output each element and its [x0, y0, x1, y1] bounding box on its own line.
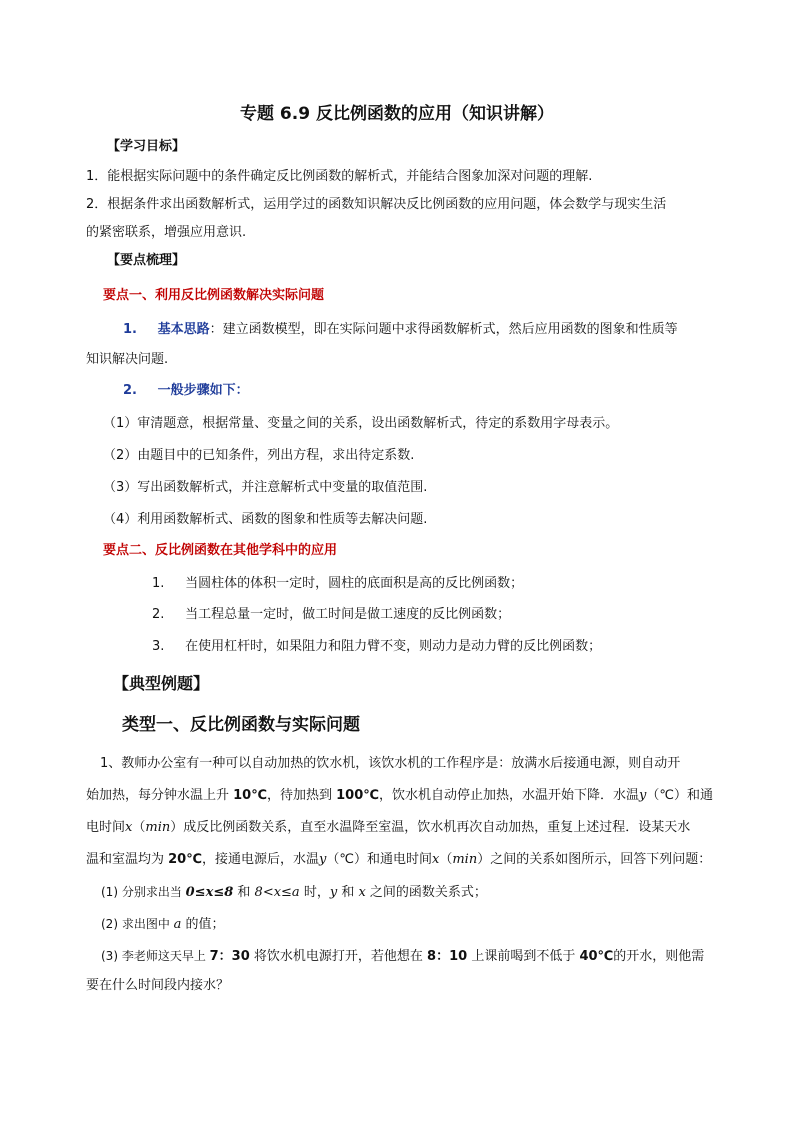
- point2-item-number: 1.: [152, 576, 165, 591]
- unit-min: min: [145, 820, 171, 835]
- goal-2-cont: 的紧密联系，增强应用意识.: [86, 225, 247, 240]
- point2-item-3: [152, 637, 601, 657]
- point1-step1: [123, 320, 678, 340]
- unit-min: min: [452, 852, 478, 867]
- step2-label: 一般步骤如下：: [157, 383, 249, 398]
- variable-x: x: [125, 820, 133, 835]
- points-heading: 【要点梳理】: [107, 253, 186, 268]
- text-span: （℃）和通: [646, 788, 713, 803]
- question-1: [101, 882, 487, 903]
- step-item-1: （1）审清题意，根据常量、变量之间的关系，设出函数解析式，待定的系数用字母表示。: [103, 416, 619, 431]
- variable-y: y: [319, 852, 327, 867]
- point2-heading: 要点二、反比例函数在其他学科中的应用: [103, 543, 338, 558]
- problem-line-4: [86, 850, 711, 870]
- type1-heading: 类型一、反比例函数与实际问题: [122, 715, 360, 735]
- text-span: 将饮水机电源打开，若他想在: [249, 949, 428, 964]
- point2-item-number: 2.: [152, 607, 165, 622]
- text-span: 的值；: [181, 917, 225, 932]
- point2-item-number: 3.: [152, 639, 165, 654]
- text-span: 始加热，每分钟水温上升: [86, 788, 234, 803]
- question-2: [101, 914, 225, 935]
- text-span: 时，: [299, 885, 330, 900]
- goal-1: 1．能根据实际问题中的条件确定反比例函数的解析式，并能结合图象加深对问题的理解.: [86, 169, 593, 184]
- text-span: （: [439, 852, 453, 867]
- step2-number: 2.: [123, 383, 137, 398]
- point1-step1-cont: 知识解决问题.: [86, 352, 169, 367]
- problem-line-1: 1、教师办公室有一种可以自动加热的饮水机，该饮水机的工作程序是：放满水后接通电源，则自动开: [100, 756, 681, 771]
- examples-heading: 【典型例题】: [113, 674, 210, 693]
- value-span: 20℃: [168, 852, 202, 867]
- text-span: ，待加热到: [266, 788, 337, 803]
- text-span: (1) 分别求出当: [101, 885, 186, 899]
- step1-number: 1.: [123, 322, 137, 337]
- text-span: 上课前喝到不低于: [467, 949, 580, 964]
- point2-item-2: [152, 605, 510, 625]
- goals-heading: 【学习目标】: [107, 139, 186, 154]
- step-item-4: （4）利用函数解析式、函数的图象和性质等去解决问题.: [103, 512, 428, 527]
- time-value: 7：30: [209, 949, 250, 964]
- time-value: 8：10: [427, 949, 468, 964]
- goal-2: 2．根据条件求出函数解析式，运用学过的函数知识解决反比例函数的应用问题，体会数学与现实生活: [86, 197, 667, 212]
- text-span: 电时间: [86, 820, 126, 835]
- variable-y: y: [329, 885, 338, 900]
- variable-a: a: [173, 917, 182, 932]
- question-3: [101, 946, 704, 967]
- step1-label: 基本思路: [157, 322, 210, 337]
- text-span: (3) 李老师这天早上: [101, 949, 210, 963]
- problem-line-2: [86, 786, 713, 806]
- math-span: 8<x≤a: [254, 885, 300, 900]
- problem-line-3: [86, 818, 690, 838]
- text-span: (2) 求出图中: [101, 917, 174, 931]
- value-span: 40℃: [579, 949, 614, 964]
- text-span: 温和室温均为: [86, 852, 169, 867]
- question-3-cont: 要在什么时间段内接水？: [86, 978, 230, 993]
- step1-text: ：建立函数模型，即在实际问题中求得函数解析式，然后应用函数的图象和性质等: [209, 322, 678, 337]
- variable-y: y: [639, 788, 647, 803]
- point1-heading: 要点一、利用反比例函数解决实际问题: [103, 288, 325, 303]
- variable-x: x: [358, 885, 366, 900]
- text-span: （℃）和通电时间: [326, 852, 432, 867]
- point2-item-1: [152, 574, 523, 594]
- value-span: 100℃: [336, 788, 380, 803]
- math-span: 0≤x≤8: [185, 885, 234, 900]
- page-title: 专题 6.9 反比例函数的应用（知识讲解）: [240, 104, 554, 124]
- text-span: 和: [337, 885, 359, 900]
- point1-step2: [123, 381, 249, 401]
- text-span: 的开水，则他需: [613, 949, 705, 964]
- variable-x: x: [431, 852, 440, 867]
- step-item-2: （2）由题目中的已知条件，列出方程，求出待定系数.: [103, 448, 415, 463]
- step-item-3: （3）写出函数解析式，并注意解析式中变量的取值范围.: [103, 480, 428, 495]
- text-span: ，饮水机自动停止加热，水温开始下降．水温: [379, 788, 640, 803]
- value-span: 10℃: [233, 788, 267, 803]
- text-span: （: [132, 820, 146, 835]
- text-span: 之间的函数关系式；: [365, 885, 487, 900]
- text-span: ，接通电源后，水温: [201, 852, 319, 867]
- text-span: ）之间的关系如图所示，回答下列问题：: [477, 852, 712, 867]
- point2-item-text: 当工程总量一定时，做工时间是做工速度的反比例函数；: [185, 607, 511, 622]
- text-span: ）成反比例函数关系，直至水温降至室温，饮水机再次自动加热，重复上述过程．设某天水: [170, 820, 691, 835]
- point2-item-text: 在使用杠杆时，如果阻力和阻力臂不变，则动力是动力臂的反比例函数；: [185, 639, 602, 654]
- text-span: 和: [233, 885, 255, 900]
- point2-item-text: 当圆柱体的体积一定时，圆柱的底面积是高的反比例函数；: [185, 576, 524, 591]
